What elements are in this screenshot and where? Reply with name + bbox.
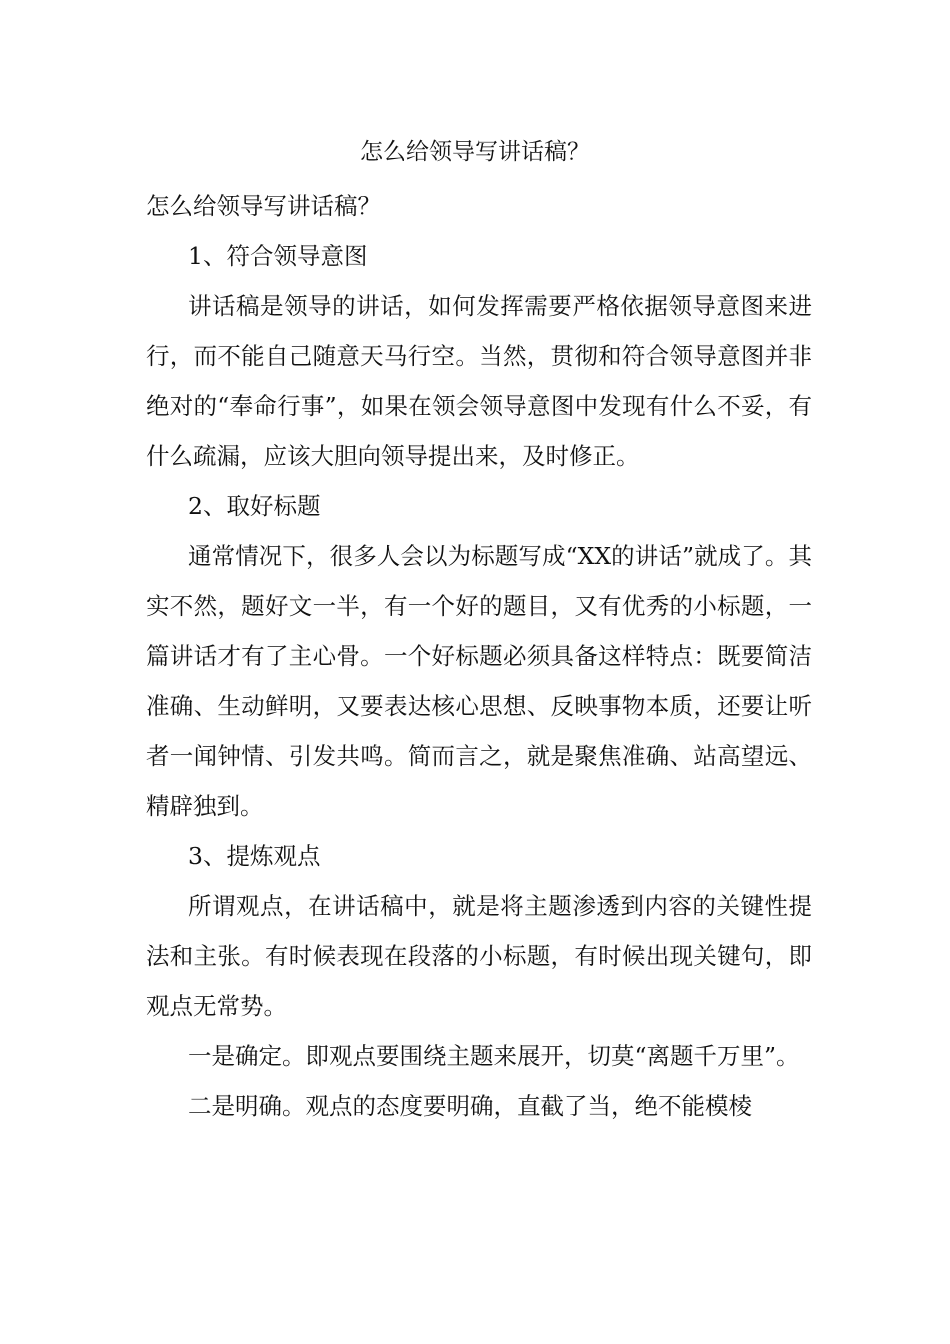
paragraph-1: 讲话稿是领导的讲话，如何发挥需要严格依据领导意图来进行，而不能自己随意天马行空。当然，贯彻和符合领导意图并非绝对的“奉命行事”，如果在领会领导意图中发现有什么不妥，有什么疏漏，应该大胆向领导提出来，及时修正。	[146, 292, 812, 470]
page-title: 怎么给领导写讲话稿？	[360, 139, 590, 165]
section-heading-3: 3、提炼观点	[188, 842, 321, 870]
paragraph-4: 一是确定。即观点要围绕主题来展开，切莫“离题千万里”。	[188, 1042, 800, 1070]
paragraph-5: 二是明确。观点的态度要明确，直截了当，绝不能模棱	[188, 1092, 752, 1120]
document-body	[146, 181, 812, 1131]
subtitle: 怎么给领导写讲话稿？	[146, 192, 381, 220]
paragraph-2: 通常情况下，很多人会以为标题写成“XX的讲话”就成了。其实不然，题好文一半，有一个好的题目，又有优秀的小标题，一篇讲话才有了主心骨。一个好标题必须具备这样特点：既要简洁准确、生动鲜明，又要表达核心思想、反映事物本质，还要让听者一闻钟情、引发共鸣。简而言之，就是聚焦准确、站高望远、精辟独到。	[146, 542, 812, 820]
section-heading-2: 2、取好标题	[188, 492, 321, 520]
paragraph-3: 所谓观点，在讲话稿中，就是将主题渗透到内容的关键性提法和主张。有时候表现在段落的小标题，有时候出现关键句，即观点无常势。	[146, 892, 812, 1020]
section-heading-1: 1、符合领导意图	[188, 242, 368, 270]
